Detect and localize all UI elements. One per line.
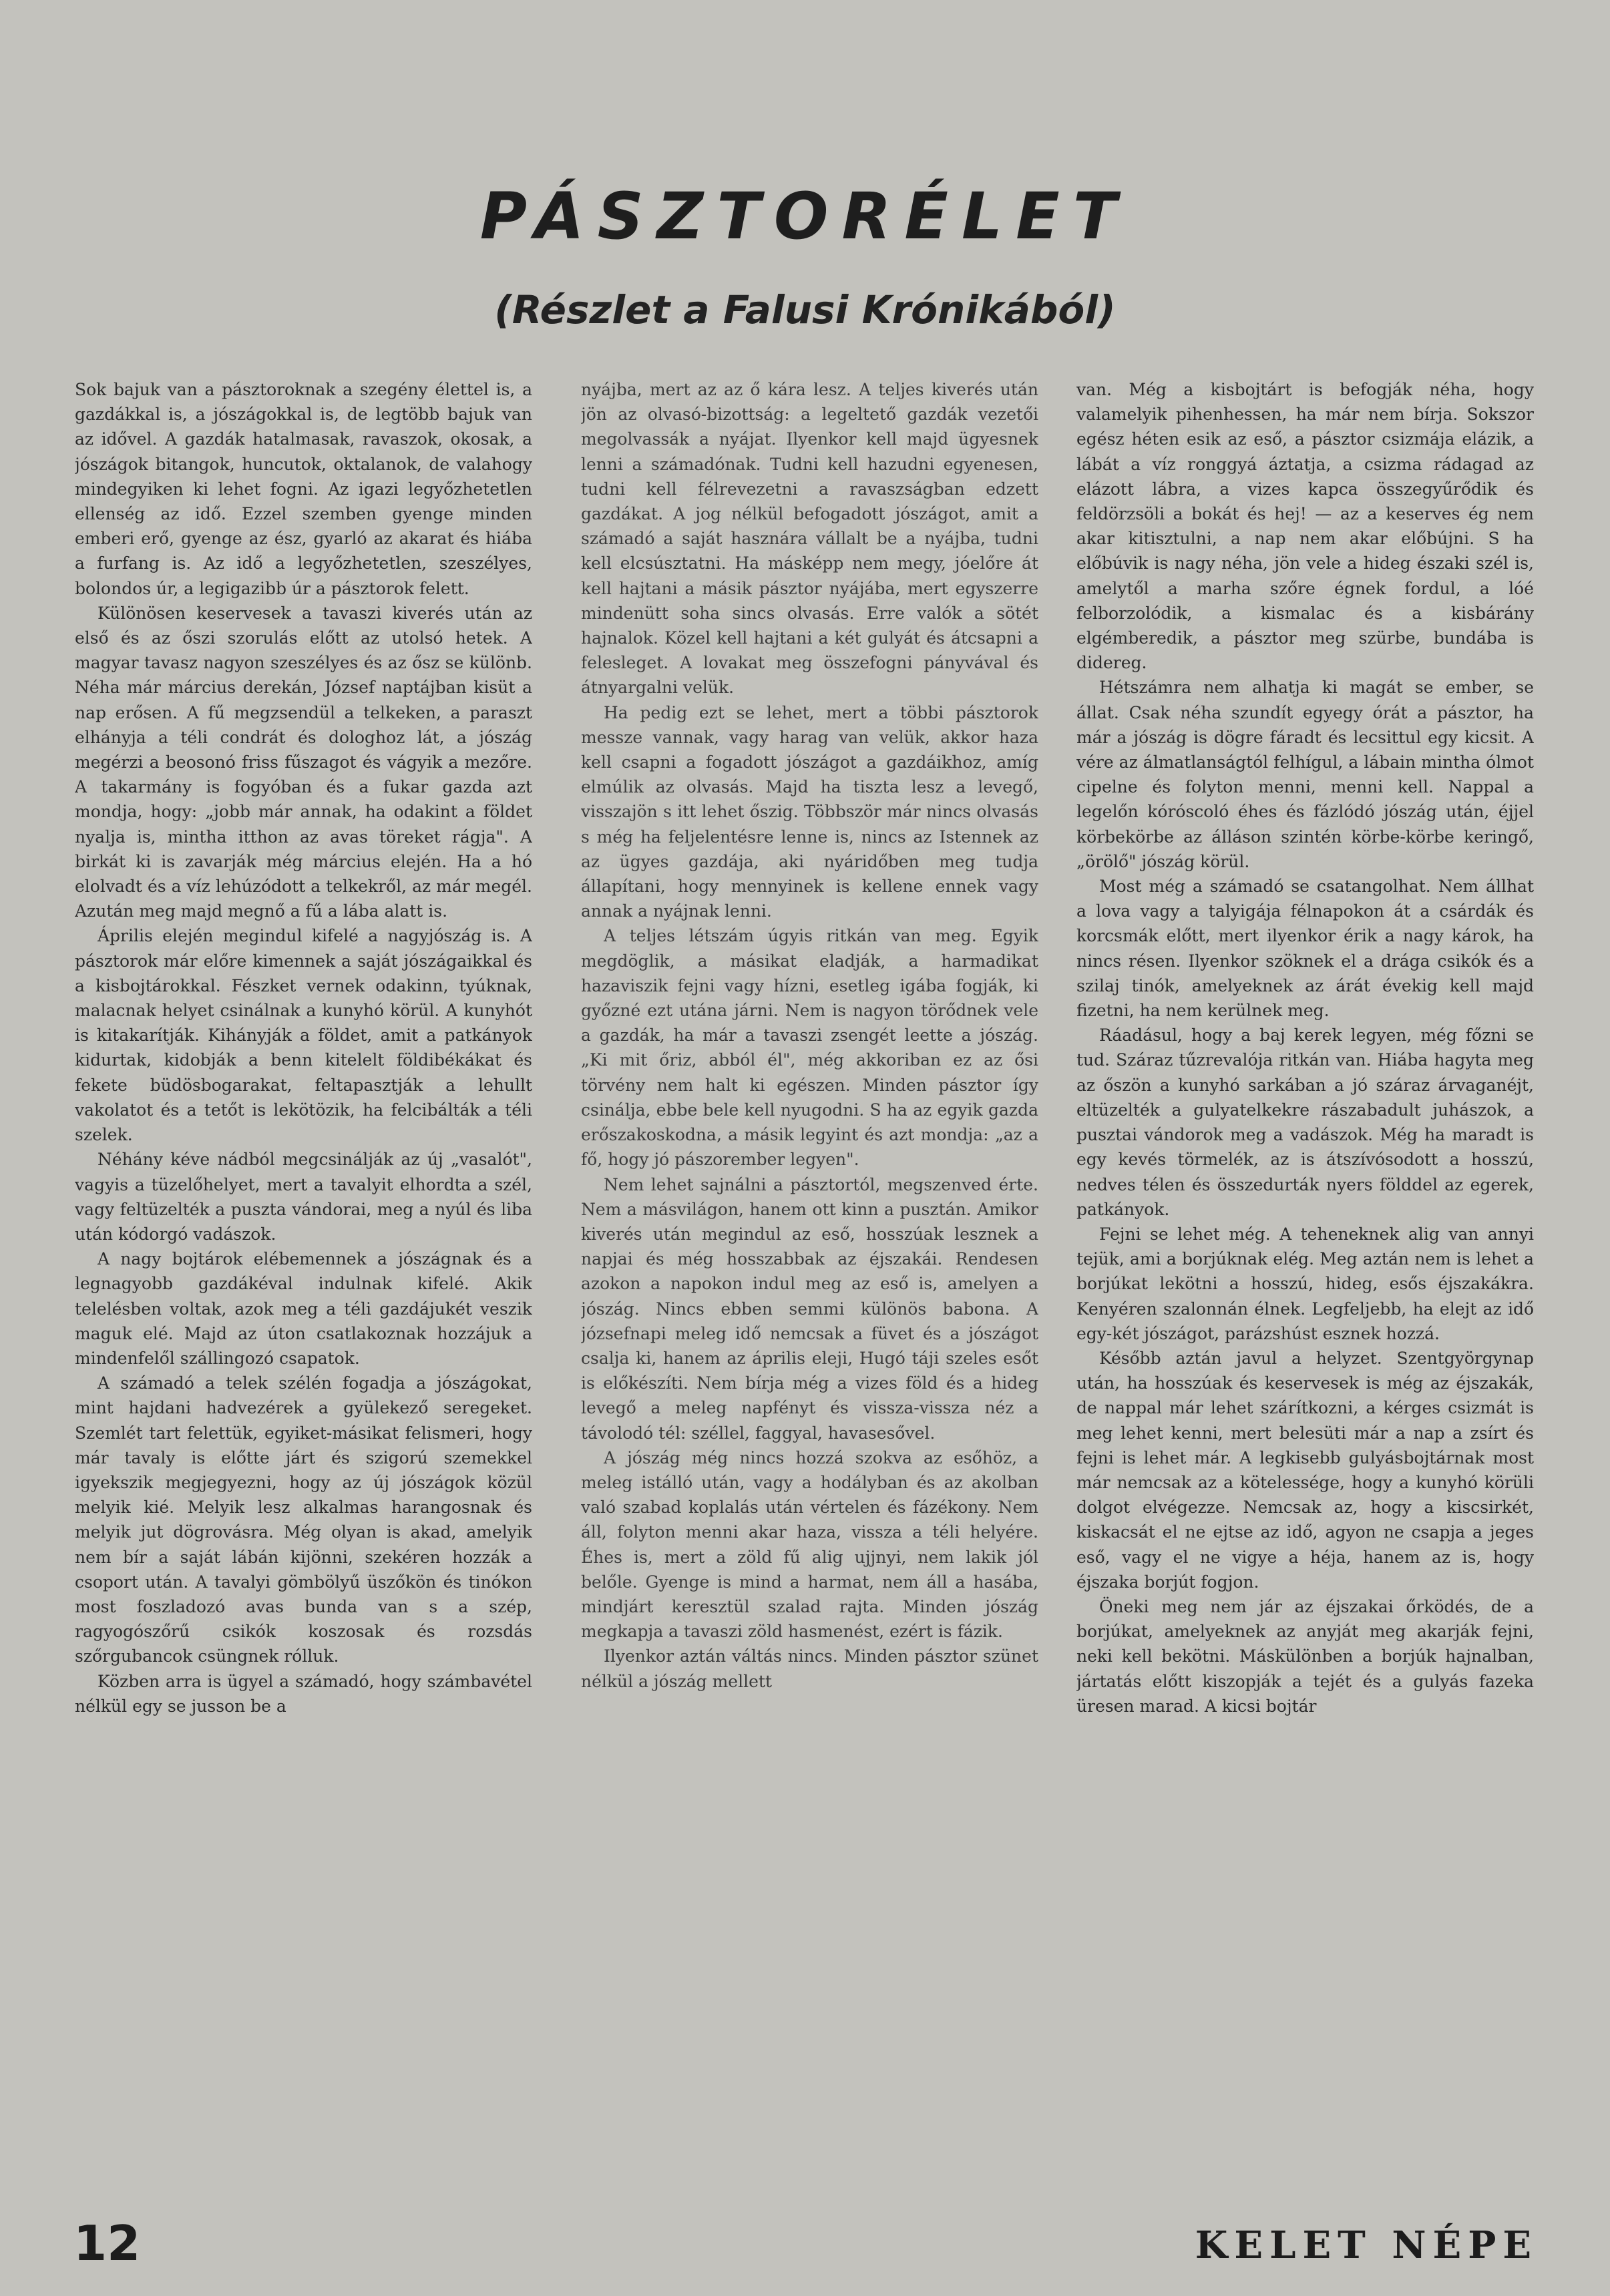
paragraph: Később aztán javul a helyzet. Szentgyörgynap után, ha hosszúak és keservesek is még az éjszakák, de nappal már lehet szárítkozni, a kérges csizmát is meg lehet kenni, mert belesüti már a nap a zsírt és fejni is lehet már. A legkisebb gulyásbojtárnak most már nemcsak az a kötelessége, hogy a kunyhó körüli dolgot elvégezze. Nemcsak az, hogy a kiscsirkét, kiskacsát el ne ejtse az idő, agyon ne csapja a jeges eső, vagy el ne vigye a héja, hanem az is, hogy éjszaka borjút fogjon. xyxy=(1076,1348,1534,1592)
paragraph: Hétszámra nem alhatja ki magát se ember, se állat. Csak néha szundít egyegy órát a pásztor, ha már a jószág is dögre fáradt és lecsittul egy kicsit. A vére az álmatlanságtól felhígul, a lábain mintha ólmot cipelne és folyton menni, menni kell. Nappal a legelőn kóróscoló éhes és fázlódó jószág után, éjjel körbekörbe az álláson szintén körbe-körbe keringő, „örölő" jószág körül. xyxy=(1076,678,1534,871)
article-subtitle: (Részlet a Falusi Krónikából) xyxy=(494,287,1116,332)
paragraph: Ilyenkor aztán váltás nincs. Minden pásztor szünet nélkül a jószág mellett xyxy=(581,1646,1038,1691)
magazine-name: KELET NÉPE xyxy=(1195,2223,1538,2267)
text-column-2 xyxy=(581,377,1038,2180)
paragraph: Sok bajuk van a pásztoroknak a szegény élettel is, a gazdákkal is, a jószágokkal is, de legtöbb bajuk van az idővel. A gazdák hatalmasak, ravaszok, okosak, a jószágok bitangok, huncutok, oktalanok, de valahogy mindegyiken ki lehet fogni. Az igazi legyőzhetetlen ellenség az idő. Ezzel szemben gyenge minden emberi erő, gyenge az ész, gyarló az akarat és hiába a furfang is. Az idő a legyőzhetetlen, szeszélyes, bolondos úr, a legigazibb úr a pásztorok felett. xyxy=(75,380,532,598)
paragraph: nyájba, mert az az ő kára lesz. A teljes kiverés után jön az olvasó-bizottság: a legeltető gazdák vezetői megolvassák a nyájat. Ilyenkor kell majd ügyesnek lenni a számadónak. Tudni kell hazudni egyenesen, tudni kell félrevezetni a ravaszságban edzett gazdákat. A jog nélkül befogadott jószágot, amit a számadó a saját hasznára vállalt be a nyájba, tudni kell elcsúsztatni. Ha másképp nem megy, jóelőre át kell hajtani a másik pásztor nyájába, mert egyszerre mindenütt soha sincs olvasás. Erre valók a sötét hajnalok. Közel kell hajtani a két gulyát és átcsapni a felesleget. A lovakat meg összefogni pányvával és átnyargalni velük. xyxy=(581,380,1038,698)
paragraph: A teljes létszám úgyis ritkán van meg. Egyik megdöglik, a másikat eladják, a harmadikat hazaviszik fejni vagy hízni, esetleg igába fogják, ki győzné ezt utána járni. Nem is nagyon törődnek vele a gazdák, ha már a tavaszi zsengét leette a jószág. „Ki mit őriz, abból él", még akkoriban ez az ősi törvény nem halt ki egészen. Minden pásztor így csinálja, ebbe bele kell nyugodni. S ha az egyik gazda erőszakoskodna, a másik legyint és azt mondja: „az a fő, hogy jó pászorember legyen". xyxy=(581,926,1038,1170)
article-title: PÁSZTORÉLET xyxy=(479,179,1131,254)
paragraph: Ha pedig ezt se lehet, mert a többi pásztorok messze vannak, vagy harag van velük, akkor haza kell csapni a fogadott jószágot a gazdáikhoz, amíg elmúlik az olvasás. Majd ha tiszta lesz a levegő, visszajön s itt lehet őszig. Többször már nincs olvasás s még ha feljelentésre lenne is, nincs az Istennek az az ügyes gazdája, aki nyáridőben meg tudja állapítani, hogy mennyinek is kellene ennek vagy annak a nyájnak lenni. xyxy=(581,702,1038,921)
page-number: 12 xyxy=(73,2215,141,2271)
paragraph: Fejni se lehet még. A teheneknek alig van annyi tejük, ami a borjúknak elég. Meg aztán nem is lehet a borjúkat lekötni a hosszú, hideg, esős éjszakákra. Kenyéren szalonnán élnek. Legfeljebb, ha elejt az idő egy-két jószágot, parázshúst esznek hozzá. xyxy=(1076,1224,1534,1343)
paragraph: A nagy bojtárok elébemennek a jószágnak és a legnagyobb gazdákéval indulnak kifelé. Akik telelésben voltak, azok meg a téli gazdájukét veszik maguk elé. Majd az úton csatlakoznak hozzájuk a mindenfelől szállingozó csapatok. xyxy=(75,1249,532,1368)
paragraph: Nem lehet sajnálni a pásztortól, megszenved érte. Nem a másvilágon, hanem ott kinn a pusztán. Amikor kiverés után megindul az eső, hosszúak lesznek a napjai és még hosszabbak az éjszakái. Rendesen azokon a napokon indul meg az eső is, amelyen a jószág. Nincs ebben semmi különös babona. A józsefnapi meleg idő nemcsak a füvet és a jószágot csalja ki, hanem az április eleji, Hugó táji szeles esőt is előkészíti. Nem bírja még a vizes föld és a hideg levegő a meleg napfényt és vissza-vissza néz a távolodó tél: széllel, faggyal, havasesővel. xyxy=(581,1174,1038,1443)
paragraph: Különösen keservesek a tavaszi kiverés után az első és az őszi szorulás előtt az utolsó hetek. A magyar tavasz nagyon szeszélyes és az ősz se különb. Néha már március derekán, József naptájban kisüt a nap erősen. A fű megzsendül a telkeken, a paraszt elhányja a téli condrát és dologhoz lát, a jószág megérzi a beosonó friss fűszagot és vágyik a mezőre. A takarmány is fogyóban és a fukar gazda azt mondja, hogy: „jobb már annak, ha odakint a földet nyalja is, mintha itthon az avas töreket rágja". A birkát ki is zavarják még március elején. Ha a hó elolvadt és a víz lehúzódott a telkekről, az már megél. Azután meg majd megnő a fű a lába alatt is. xyxy=(75,603,532,921)
text-column-1 xyxy=(75,377,532,2180)
paragraph: van. Még a kisbojtárt is befogják néha, hogy valamelyik pihenhessen, ha már nem bírja. Sokszor egész héten esik az eső, a pásztor csizmája elázik, a lábát a víz ronggyá áztatja, a csizma rádagad az elázott lábra, a vizes kapca összegyűrődik és feldörzsöli a bokát és hej! — az a keserves ég nem akar kitisztulni, a nap nem akar előbújni. S ha előbúvik is nagy néha, jön vele a hideg északi szél is, amelytől a marha szőre égnek fordul, a lóé felborzolódik, a kismalac és a kisbárány elgémberedik, a pásztor meg szürbe, bundába is didereg. xyxy=(1076,380,1534,673)
paragraph: Ráadásul, hogy a baj kerek legyen, még főzni se tud. Száraz tűzrevalója ritkán van. Hiába hagyta meg az őszön a kunyhó sarkában a jó száraz árvaganéjt, eltüzelték a gulyatelkekre rászabadult juhászok, a pusztai vándorok meg a vadászok. Még ha maradt is egy kevés törmelék, az is átszívósodott a hosszú, nedves télen és összedurták nyers földdel az egerek, patkányok. xyxy=(1076,1025,1534,1219)
paragraph: A jószág még nincs hozzá szokva az esőhöz, a meleg istálló után, vagy a hodályban és az akolban való szabad koplalás után vértelen és fázékony. Nem áll, folyton menni akar haza, vissza a téli helyére. Éhes is, mert a zöld fű alig ujjnyi, nem lakik jól belőle. Gyenge is mind a harmat, nem áll a hasába, mindjárt keresztül szalad rajta. Minden jószág megkapja a tavaszi zöld hasmenést, ezért is fázik. xyxy=(581,1447,1038,1642)
paragraph: Öneki meg nem jár az éjszakai őrködés, de a borjúkat, amelyeknek az anyját meg akarják fejni, neki kell bekötni. Máskülönben a borjúk hajnalban, jártatás előtt kiszopják a tejét és a gulyás fazeka üresen marad. A kicsi bojtár xyxy=(1076,1596,1534,1716)
paragraph: A számadó a telek szélén fogadja a jószágokat, mint hajdani hadvezérek a gyülekező seregeket. Szemlét tart felettük, egyiket-másikat felismeri, hogy már tavaly is előtte járt és szigorú szemekkel igyekszik megjegyezni, hogy az új jószágok közül melyik kié. Melyik lesz alkalmas harangosnak és melyik jut dögrovásra. Még olyan is akad, amelyik nem bír a saját lábán kijönni, szekéren hozzák a csoport után. A tavalyi gömbölyű üszőkön és tinókon most foszladozó avas bunda van s a szép, ragyogószőrű csikók koszosak és rozsdás szőrgubancok csüngnek rólluk. xyxy=(75,1373,532,1666)
text-column-3 xyxy=(1076,377,1534,2180)
paragraph: Néhány kéve nádból megcsinálják az új „vasalót", vagyis a tüzelőhelyet, mert a tavalyit elhordta a szél, vagy feltüzelték a puszta vándorai, meg a nyúl és liba után kódorgó vadászok. xyxy=(75,1150,532,1244)
paragraph: Most még a számadó se csatangolhat. Nem állhat a lova vagy a talyigája félnapokon át a csárdák és korcsmák előtt, mert ilyenkor érik a nagy károk, ha nincs résen. Ilyenkor szöknek el a drága csikók és a szilaj tinók, amelyeknek az árát évekig kell majd fizetni, ha nem kerülnek meg. xyxy=(1076,877,1534,1021)
paragraph: Közben arra is ügyel a számadó, hogy számbavétel nélkül egy se jusson be a xyxy=(75,1671,532,1716)
paragraph: Április elején megindul kifelé a nagyjószág is. A pásztorok már előre kimennek a saját jószágaikkal és a kisbojtárokkal. Fészket vernek odakinn, tyúknak, malacnak helyet csinálnak a kunyhó körül. A kunyhót is kitakarítják. Kihányják a földet, amit a patkányok kidurtak, kidobják a benn kitelelt földibékákat és fekete büdösbogarakat, feltapasztják a lehullt vakolatot és a tetőt is lekötözik, ha felcibálták a téli szelek. xyxy=(75,926,532,1145)
